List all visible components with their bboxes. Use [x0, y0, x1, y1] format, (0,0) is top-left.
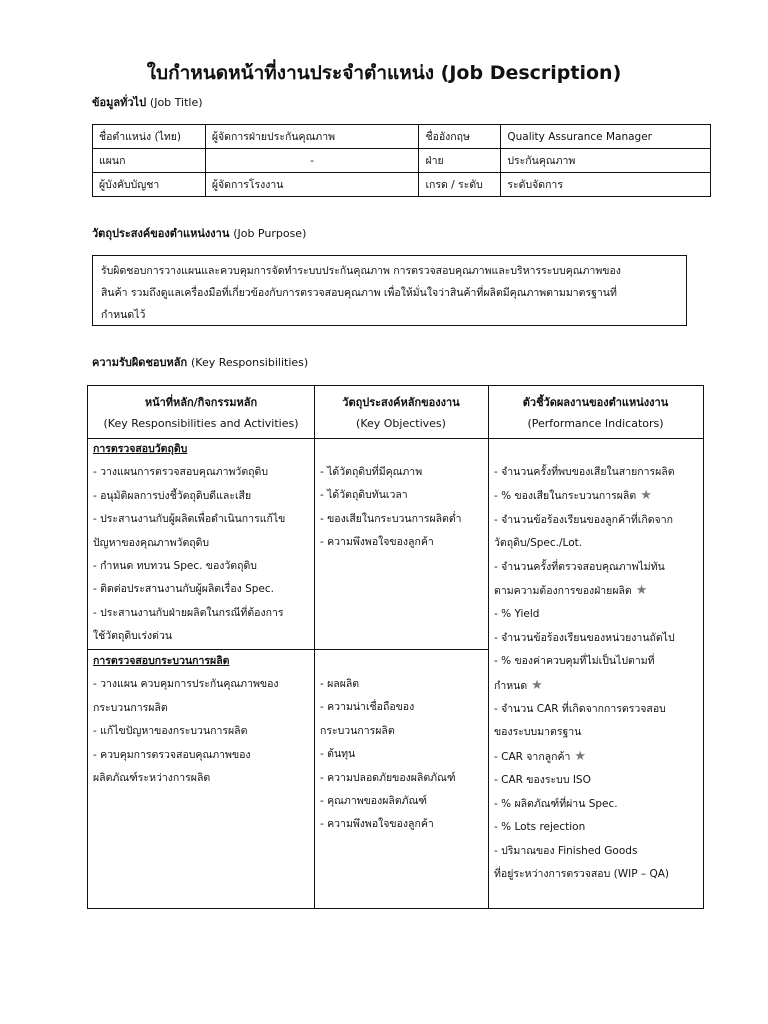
general-info-heading-en: (Job Title) [149, 96, 203, 109]
group2-title: การตรวจสอบกระบวนการผลิต [93, 655, 230, 667]
table-cell: ประกันคุณภาพ [501, 149, 711, 173]
objective-item: - ต้นทุน [320, 748, 356, 761]
header-indicators-th: ตัวชี้วัดผลงานของตำแหน่งงาน [522, 396, 669, 409]
table-cell: Quality Assurance Manager [501, 125, 711, 149]
purpose-heading-th: วัตถุประสงค์ของตำแหน่งงาน [92, 227, 230, 240]
group1-objectives [320, 461, 486, 555]
objective-item: - ความปลอดภัยของผลิตภัณฑ์ [320, 771, 456, 784]
header-activities-th: หน้าที่หลัก/กิจกรรมหลัก [144, 396, 258, 409]
table-cell: เกรด / ระดับ [419, 173, 501, 197]
indicator-item [494, 484, 702, 508]
document-title: ใบกำหนดหน้าที่งานประจำตำแหน่ง (Job Description) [146, 62, 622, 84]
table-cell: ชื่อตำแหน่ง (ไทย) [93, 125, 206, 149]
objective-item: - ความพึงพอใจของลูกค้า [320, 536, 434, 549]
indicator-text: - จำนวน CAR ที่เกิดจากการตรวจสอบ [494, 703, 666, 716]
indicator-item [494, 793, 702, 816]
star-icon: ★ [635, 583, 648, 599]
purpose-heading-en: (Job Purpose) [233, 227, 307, 240]
activity-item: ใช้วัตถุดิบเร่งด่วน [93, 630, 173, 643]
indicator-text: - CAR จากลูกค้า [494, 750, 571, 763]
activity-item: - ติดต่อประสานงานกับผู้ผลิตเรื่อง Spec. [93, 583, 274, 596]
indicator-text: - จำนวนข้อร้องเรียนของลูกค้าที่เกิดจาก [494, 513, 673, 526]
purpose-line: กำหนดไว้ [101, 309, 146, 321]
indicator-item [494, 509, 702, 532]
activity-item: - กำหนด ทบทวน Spec. ของวัตถุดิบ [93, 560, 257, 573]
indicator-item [494, 863, 702, 886]
activity-item: ผลิตภัณฑ์ระหว่างการผลิต [93, 772, 211, 785]
star-icon: ★ [531, 677, 543, 693]
activity-item: - อนุมัติผลการบ่งชี้วัตถุดิบดีและเสีย [93, 489, 252, 502]
purpose-heading [92, 224, 306, 242]
star-icon: ★ [574, 748, 587, 764]
objective-item: - คุณภาพของผลิตภัณฑ์ [320, 795, 428, 808]
indicator-item [494, 674, 702, 698]
indicator-item [494, 532, 702, 555]
objective-item: - ความน่าเชื่อถือของ [320, 701, 415, 714]
indicator-text: - ปริมาณของ Finished Goods [494, 844, 638, 857]
indicator-text: - จำนวนข้อร้องเรียนของหน่วยงานถัดไป [494, 631, 675, 644]
group1-activities [93, 438, 313, 649]
objective-item: - ผลผลิต [320, 678, 360, 690]
activity-item: - ควบคุมการตรวจสอบคุณภาพของ [93, 748, 251, 761]
responsibilities-heading-en: (Key Responsibilities) [191, 356, 309, 369]
indicator-item [494, 556, 702, 579]
table-row [93, 173, 711, 197]
indicator-item [494, 627, 702, 650]
purpose-line: สินค้า รวมถึงดูแลเครื่องมือที่เกี่ยวข้องกับการตรวจสอบคุณภาพ เพื่อให้มั่นใจว่าสินค้าที่ผลิตมีคุณภาพตามมาตรฐานที่ [101, 287, 617, 299]
responsibilities-table [87, 385, 704, 909]
activity-item: ปัญหาของคุณภาพวัตถุดิบ [93, 536, 210, 549]
indicator-item [494, 769, 702, 792]
header-activities-en: (Key Responsibilities and Activities) [103, 417, 299, 430]
table-cell: ผู้จัดการฝ่ายประกันคุณภาพ [205, 125, 419, 149]
activity-item: - ประสานงานกับผู้ผลิตเพื่อดำเนินการแก้ไข [93, 513, 286, 526]
indicator-item [494, 721, 702, 744]
indicator-item [494, 650, 702, 673]
purpose-box [92, 255, 687, 326]
group1-title: การตรวจสอบวัตถุดิบ [93, 443, 188, 455]
general-info-table [92, 124, 711, 197]
header-objectives-th: วัตถุประสงค์หลักของงาน [342, 396, 460, 409]
indicator-text: วัตถุดิบ/Spec./Lot. [494, 537, 583, 550]
objective-item: - ของเสียในกระบวนการผลิตต่ำ [320, 512, 462, 525]
indicator-item [494, 816, 702, 839]
responsibilities-heading-th: ความรับผิดชอบหลัก [92, 356, 188, 369]
indicator-item [494, 840, 702, 863]
indicator-item [494, 745, 702, 769]
indicator-item [494, 698, 702, 721]
purpose-line: รับผิดชอบการวางแผนและควบคุมการจัดทำระบบประกันคุณภาพ การตรวจสอบคุณภาพและบริหารระบบคุณภาพของ [101, 265, 621, 277]
indicator-text: - % ของค่าควบคุมที่ไม่เป็นไปตามที่ [494, 655, 655, 668]
indicator-text: กำหนด [494, 679, 528, 692]
objective-item: กระบวนการผลิต [320, 724, 395, 737]
table-row [93, 125, 711, 149]
table-cell: ระดับจัดการ [501, 173, 711, 197]
objective-item: - ได้วัตถุดิบทันเวลา [320, 489, 408, 502]
activity-item: กระบวนการผลิต [93, 701, 168, 714]
header-indicators [488, 392, 703, 434]
general-info-heading [92, 93, 203, 111]
header-objectives [314, 392, 488, 434]
indicator-text: ตามความต้องการของฝ่ายผลิต [494, 585, 632, 598]
table-cell: ฝ่าย [419, 149, 501, 173]
table-cell: แผนก [93, 149, 206, 173]
indicator-text: - จำนวนครั้งที่พบของเสียในสายการผลิต [494, 466, 675, 478]
indicator-item [494, 461, 702, 484]
indicator-text: - % ผลิตภัณฑ์ที่ผ่าน Spec. [494, 797, 618, 810]
star-icon: ★ [640, 488, 652, 504]
table-cell: ผู้จัดการโรงงาน [205, 173, 419, 197]
objective-item: - ความพึงพอใจของลูกค้า [320, 818, 434, 831]
general-info-heading-th: ข้อมูลทั่วไป [92, 96, 147, 109]
table-cell: - [205, 149, 419, 173]
group2-objectives [320, 673, 486, 837]
indicator-text: - % Lots rejection [494, 821, 586, 834]
indicator-text: - จำนวนครั้งที่ตรวจสอบคุณภาพไม่ทัน [494, 560, 665, 573]
indicators-list [494, 461, 702, 886]
indicator-text: - % ของเสียในกระบวนการผลิต [494, 490, 637, 503]
indicator-text: - % Yield [494, 608, 540, 621]
activity-item: - วางแผนการตรวจสอบคุณภาพวัตถุดิบ [93, 466, 268, 479]
header-objectives-en: (Key Objectives) [356, 417, 446, 430]
table-cell: ชื่ออังกฤษ [419, 125, 501, 149]
indicator-text: ของระบบมาตรฐาน [494, 726, 582, 739]
activity-item: - ประสานงานกับฝ่ายผลิตในกรณีที่ต้องการ [93, 606, 284, 619]
activity-item: - วางแผน ควบคุมการประกันคุณภาพของ [93, 678, 279, 691]
column-divider [488, 386, 489, 908]
responsibilities-heading [92, 353, 308, 371]
header-activities [88, 392, 314, 434]
indicator-text: - CAR ของระบบ ISO [494, 774, 591, 787]
header-indicators-en: (Performance Indicators) [527, 417, 664, 430]
indicator-item [494, 579, 702, 603]
indicator-text: ที่อยู่ระหว่างการตรวจสอบ (WIP – QA) [494, 867, 669, 880]
indicator-item [494, 603, 702, 626]
column-divider [314, 386, 315, 908]
table-row [93, 149, 711, 173]
objective-item: - ได้วัตถุดิบที่มีคุณภาพ [320, 466, 423, 478]
activity-item: - แก้ไขปัญหาของกระบวนการผลิต [93, 725, 248, 738]
table-cell: ผู้บังคับบัญชา [93, 173, 206, 197]
group2-activities [93, 650, 313, 790]
